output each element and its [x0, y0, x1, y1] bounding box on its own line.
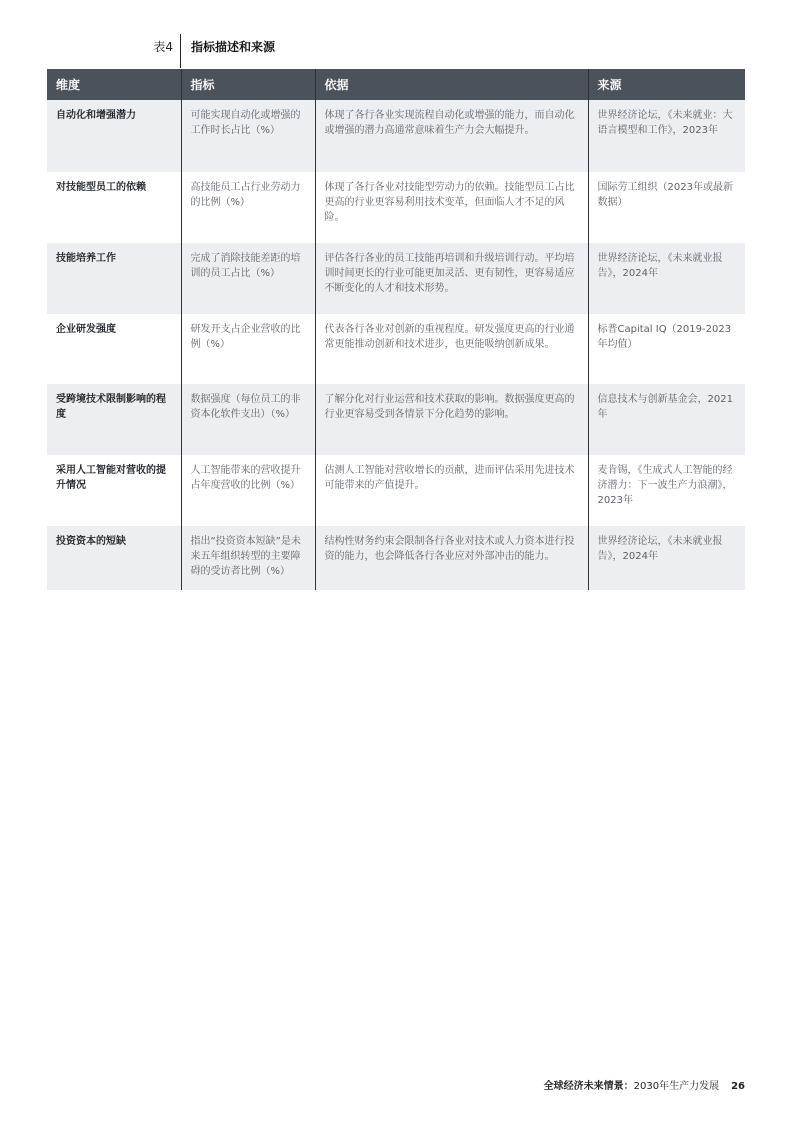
cell-indicator: 研发开支占企业营收的比例（%）	[181, 314, 315, 384]
table-row	[47, 172, 745, 243]
cell-basis: 代表各行各业对创新的重视程度。研发强度更高的行业通常更能推动创新和技术进步，也更能吸纳创新成果。	[315, 314, 588, 384]
table-number: 表4	[153, 40, 173, 54]
cell-basis: 体现了各行各业实现流程自动化或增强的能力，而自动化或增强的潜力高通常意味着生产力会大幅提升。	[315, 100, 588, 172]
indicator-table	[47, 69, 745, 590]
cell-dimension: 技能培养工作	[47, 243, 181, 314]
table-title: 指标描述和来源	[191, 40, 276, 54]
cell-source: 标普Capital IQ（2019-2023年均值）	[588, 314, 745, 384]
header-source: 来源	[588, 69, 745, 100]
cell-indicator: 高技能员工占行业劳动力的比例（%）	[181, 172, 315, 243]
cell-indicator: 指出“投资资本短缺”是未来五年组织转型的主要障碍的受访者比例（%）	[181, 526, 315, 590]
cell-source: 世界经济论坛，《未来就业：大语言模型和工作》，2023年	[588, 100, 745, 172]
cell-basis: 了解分化对行业运营和技术获取的影响。数据强度更高的行业更容易受到各情景下分化趋势的影响。	[315, 384, 588, 455]
table-row	[47, 100, 745, 172]
cell-source: 麦肯锡，《生成式人工智能的经济潜力：下一波生产力浪潮》，2023年	[588, 455, 745, 526]
footer-report-title: 全球经济未来情景：	[543, 1081, 634, 1092]
cell-source: 国际劳工组织（2023年或最新数据）	[588, 172, 745, 243]
cell-dimension: 对技能型员工的依赖	[56, 182, 146, 193]
footer-subtitle: 2030年生产力发展	[633, 1081, 720, 1092]
header-indicator: 指标	[181, 69, 315, 100]
table-row	[47, 314, 745, 384]
cell-dimension: 采用人工智能对营收的提升情况	[56, 465, 166, 491]
cell-dimension: 企业研发强度	[56, 324, 116, 335]
page-footer	[544, 1077, 745, 1092]
cell-basis: 体现了各行各业对技能型劳动力的依赖。技能型员工占比更高的行业更容易利用技术变革，但面临人才不足的风险。	[315, 172, 588, 243]
cell-indicator: 可能实现自动化或增强的工作时长占比（%）	[181, 100, 315, 172]
caption-divider	[180, 34, 181, 68]
cell-indicator: 人工智能带来的营收提升占年度营收的比例（%）	[181, 455, 315, 526]
table-row	[47, 455, 745, 526]
cell-dimension: 受跨境技术限制影响的程度	[47, 384, 181, 455]
header-dimension: 维度	[47, 69, 181, 100]
table-row	[47, 243, 745, 314]
cell-source: 信息技术与创新基金会，2021年	[588, 384, 745, 455]
page-number: 26	[731, 1081, 745, 1092]
cell-dimension: 投资资本的短缺	[47, 526, 181, 590]
cell-basis: 结构性财务约束会限制各行各业对技术或人力资本进行投资的能力，也会降低各行各业应对外部冲击的能力。	[315, 526, 588, 590]
cell-basis: 评估各行各业的员工技能再培训和升级培训行动。平均培训时间更长的行业可能更加灵活、更有韧性，更容易适应不断变化的人才和技术形势。	[315, 243, 588, 314]
cell-source: 世界经济论坛，《未来就业报告》，2024年	[588, 526, 745, 590]
header-basis: 依据	[315, 69, 588, 100]
cell-indicator: 完成了消除技能差距的培训的员工占比（%）	[181, 243, 315, 314]
cell-dimension: 自动化和增强潜力	[47, 100, 181, 172]
table-header-row	[47, 69, 745, 100]
table-row	[47, 526, 745, 590]
cell-indicator: 数据强度（每位员工的非资本化软件支出）（%）	[181, 384, 315, 455]
cell-source: 世界经济论坛，《未来就业报告》，2024年	[588, 243, 745, 314]
table-caption	[0, 34, 793, 68]
table-row	[47, 384, 745, 455]
cell-basis: 估测人工智能对营收增长的贡献，进而评估采用先进技术可能带来的产值提升。	[315, 455, 588, 526]
